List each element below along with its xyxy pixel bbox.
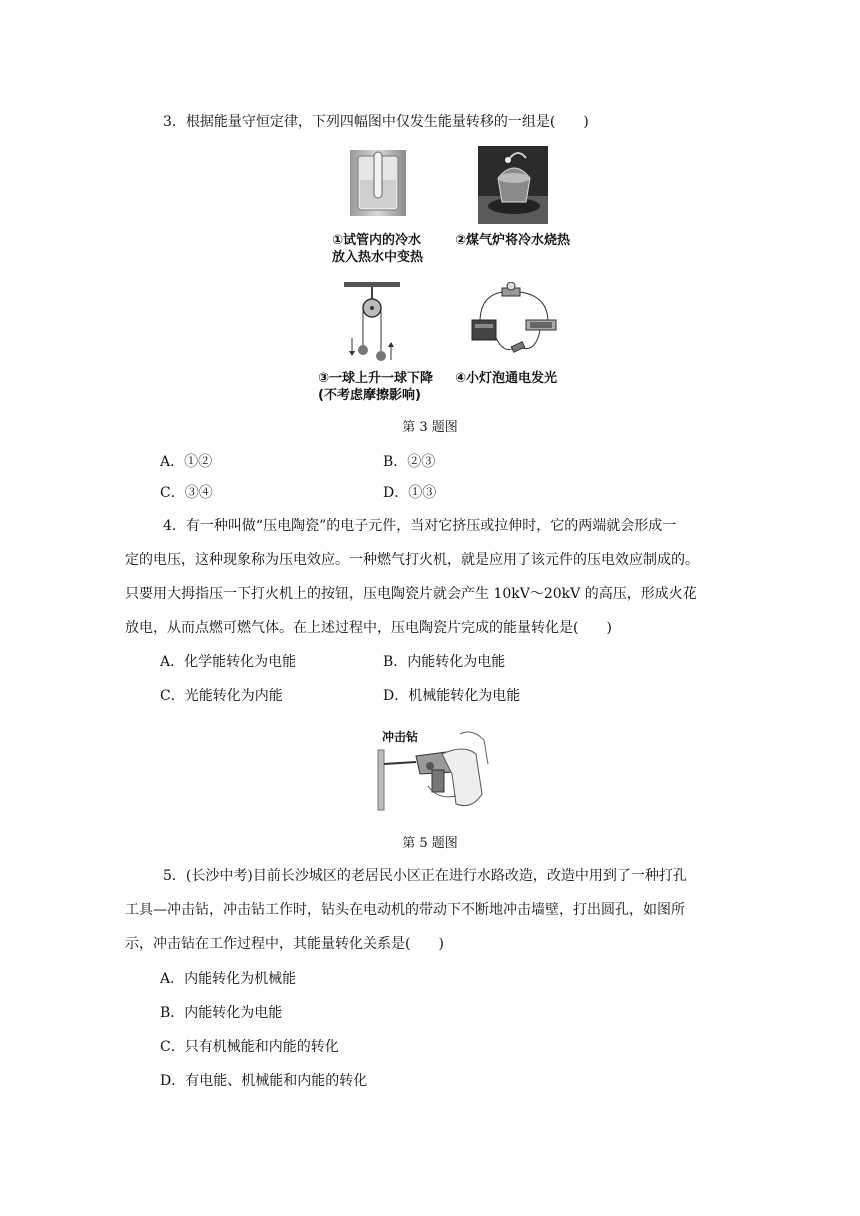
q4-line1: 4．有一种叫做“压电陶瓷”的电子元件，当对它挤压或拉伸时，它的两端就会形成一 (163, 518, 677, 534)
q5-image-label: 冲击钻 (382, 730, 419, 744)
q3-image-pulley (340, 282, 404, 366)
q5-option-a[interactable]: A．内能转化为机械能 (160, 971, 297, 987)
q3-image-gas-stove (478, 146, 548, 224)
q3-option-d[interactable]: D．①③ (383, 485, 437, 501)
q5-line3: 示，冲击钻在工作过程中，其能量转化关系是( ) (125, 936, 444, 952)
q4-option-b[interactable]: B．内能转化为电能 (383, 654, 506, 670)
q3-image3-caption: ③一球上升一球下降 (不考虑摩擦影响) (318, 371, 434, 403)
q3-stem: 3．根据能量守恒定律，下列四幅图中仅发生能量转移的一组是( ) (163, 114, 589, 130)
q3-image-circuit (470, 282, 560, 362)
q3-option-b[interactable]: B．②③ (383, 454, 436, 470)
q4-option-c[interactable]: C．光能转化为内能 (160, 688, 283, 704)
q5-option-c[interactable]: C．只有机械能和内能的转化 (160, 1039, 339, 1055)
q3-option-c[interactable]: C．③④ (160, 485, 213, 501)
q4-option-d[interactable]: D．机械能转化为电能 (383, 688, 521, 704)
q5-line1: 5．(长沙中考)目前长沙城区的老居民小区正在进行水路改造，改造中用到了一种打孔 (163, 868, 687, 884)
q4-line2: 定的电压，这种现象称为压电效应。一种燃气打火机，就是应用了该元件的压电效应制成的。 (125, 552, 699, 568)
q3-figure-caption: 第 3 题图 (402, 420, 458, 435)
q3-image4-caption: ④小灯泡通电发光 (455, 371, 558, 386)
q5-figure-caption: 第 5 题图 (402, 836, 458, 851)
q4-line4: 放电，从而点燃可燃气体。在上述过程中，压电陶瓷片完成的能量转化是( ) (125, 620, 612, 636)
q3-option-a[interactable]: A．①② (160, 454, 213, 470)
q5-image-impact-drill (372, 724, 492, 814)
q5-line2: 工具—冲击钻，冲击钻工作时，钻头在电动机的带动下不断地冲击墙壁，打出圆孔，如图所 (125, 902, 685, 918)
q5-option-b[interactable]: B．内能转化为电能 (160, 1005, 283, 1021)
q4-line3: 只要用大拇指压一下打火机上的按钮，压电陶瓷片就会产生 10kV～20kV 的高压，形成火花 (125, 586, 697, 602)
q3-image-test-tube (350, 150, 406, 216)
q4-option-a[interactable]: A．化学能转化为电能 (160, 654, 297, 670)
q5-option-d[interactable]: D．有电能、机械能和内能的转化 (160, 1073, 368, 1089)
q3-image2-caption: ②煤气炉将冷水烧热 (455, 233, 571, 248)
q3-image1-caption: ①试管内的冷水 放入热水中变热 (332, 233, 424, 265)
